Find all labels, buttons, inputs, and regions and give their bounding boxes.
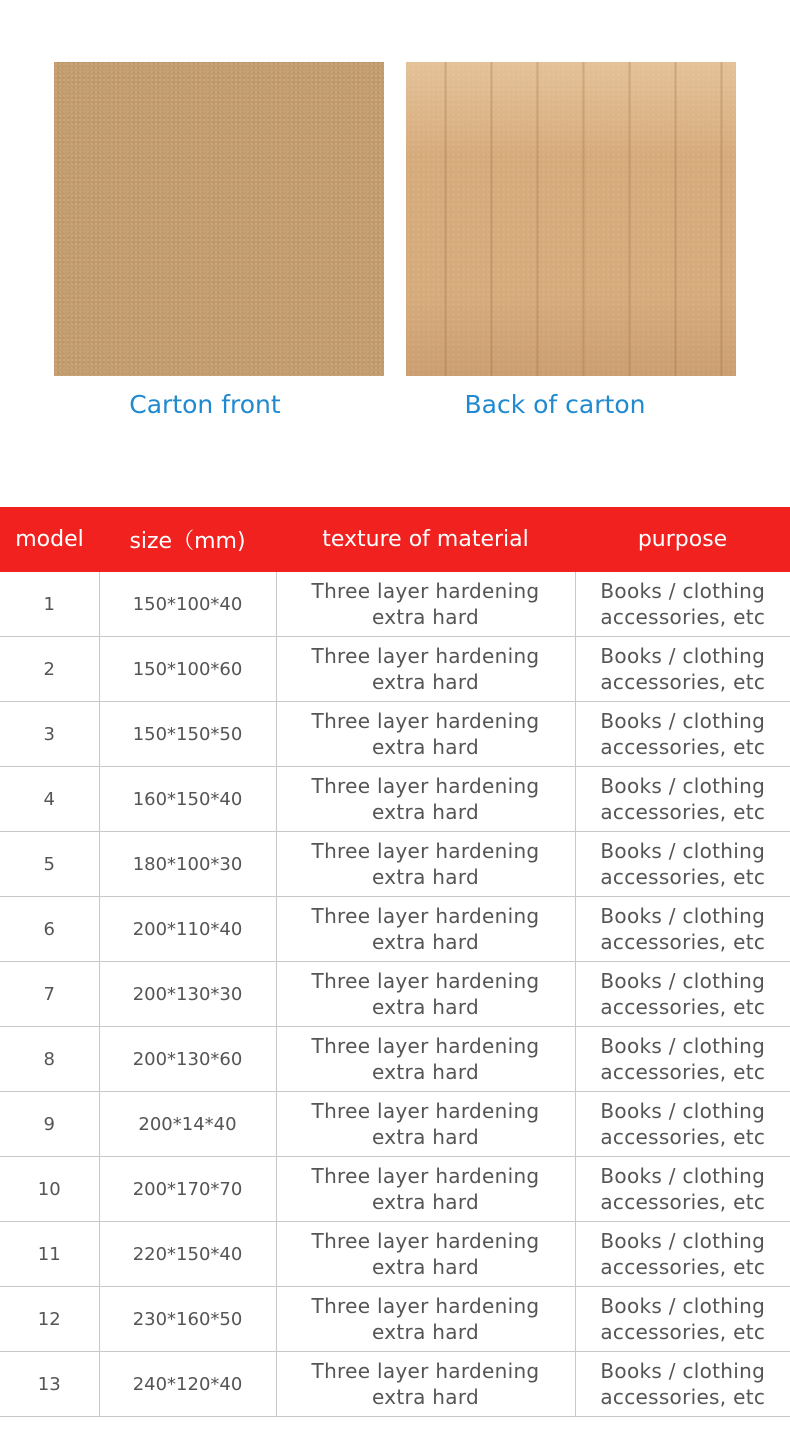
cell-model: 12 — [0, 1287, 99, 1352]
texture-line-1: Three layer hardening — [311, 1229, 540, 1253]
table-row — [0, 637, 790, 702]
cell-size: 200*14*40 — [99, 1092, 276, 1157]
texture-line-1: Three layer hardening — [311, 969, 540, 993]
cell-purpose — [575, 637, 790, 702]
table-row — [0, 1092, 790, 1157]
texture-line-2: extra hard — [372, 605, 479, 629]
cell-size: 200*110*40 — [99, 897, 276, 962]
cell-model: 9 — [0, 1092, 99, 1157]
cell-texture — [276, 962, 575, 1027]
cell-model: 11 — [0, 1222, 99, 1287]
cell-size: 180*100*30 — [99, 832, 276, 897]
cell-model: 1 — [0, 572, 99, 637]
table-row — [0, 1027, 790, 1092]
table-row — [0, 962, 790, 1027]
table-row — [0, 767, 790, 832]
cell-model: 6 — [0, 897, 99, 962]
texture-line-2: extra hard — [372, 930, 479, 954]
cell-purpose — [575, 1222, 790, 1287]
purpose-line-1: Books / clothing — [600, 1034, 766, 1058]
cell-size: 200*130*30 — [99, 962, 276, 1027]
texture-line-1: Three layer hardening — [311, 644, 540, 668]
texture-line-2: extra hard — [372, 800, 479, 824]
cell-size: 220*150*40 — [99, 1222, 276, 1287]
purpose-line-2: accessories, etc — [600, 930, 766, 954]
cell-model: 10 — [0, 1157, 99, 1222]
cell-purpose — [575, 1092, 790, 1157]
table-row — [0, 702, 790, 767]
texture-line-2: extra hard — [372, 670, 479, 694]
texture-line-1: Three layer hardening — [311, 1099, 540, 1123]
texture-line-1: Three layer hardening — [311, 839, 540, 863]
carton-front-caption: Carton front — [129, 390, 281, 419]
cell-texture — [276, 1352, 575, 1417]
table-header-row — [0, 507, 790, 572]
purpose-line-1: Books / clothing — [600, 839, 766, 863]
texture-line-2: extra hard — [372, 1255, 479, 1279]
cell-purpose — [575, 832, 790, 897]
cell-purpose — [575, 962, 790, 1027]
header-size: size（mm) — [99, 507, 276, 572]
table-row — [0, 1352, 790, 1417]
texture-line-1: Three layer hardening — [311, 1034, 540, 1058]
texture-line-1: Three layer hardening — [311, 774, 540, 798]
table-row — [0, 832, 790, 897]
cell-texture — [276, 637, 575, 702]
purpose-line-2: accessories, etc — [600, 605, 766, 629]
cell-purpose — [575, 767, 790, 832]
purpose-line-1: Books / clothing — [600, 774, 766, 798]
texture-line-2: extra hard — [372, 735, 479, 759]
carton-back-image — [406, 62, 736, 376]
purpose-line-2: accessories, etc — [600, 1320, 766, 1344]
purpose-line-1: Books / clothing — [600, 579, 766, 603]
cell-model: 2 — [0, 637, 99, 702]
texture-line-1: Three layer hardening — [311, 1164, 540, 1188]
cell-purpose — [575, 572, 790, 637]
cell-texture — [276, 1027, 575, 1092]
cell-size: 150*100*60 — [99, 637, 276, 702]
cell-purpose — [575, 897, 790, 962]
cell-model: 8 — [0, 1027, 99, 1092]
cell-size: 160*150*40 — [99, 767, 276, 832]
table-row — [0, 1157, 790, 1222]
cell-size: 150*150*50 — [99, 702, 276, 767]
purpose-line-1: Books / clothing — [600, 644, 766, 668]
cell-purpose — [575, 702, 790, 767]
cell-texture — [276, 1092, 575, 1157]
texture-line-2: extra hard — [372, 1190, 479, 1214]
cell-texture — [276, 702, 575, 767]
purpose-line-2: accessories, etc — [600, 670, 766, 694]
purpose-line-1: Books / clothing — [600, 1294, 766, 1318]
cell-size: 200*170*70 — [99, 1157, 276, 1222]
table-row — [0, 572, 790, 637]
header-texture: texture of material — [276, 507, 575, 572]
purpose-line-2: accessories, etc — [600, 1190, 766, 1214]
cell-size: 230*160*50 — [99, 1287, 276, 1352]
texture-line-2: extra hard — [372, 1125, 479, 1149]
purpose-line-2: accessories, etc — [600, 865, 766, 889]
texture-line-1: Three layer hardening — [311, 904, 540, 928]
purpose-line-1: Books / clothing — [600, 904, 766, 928]
purpose-line-2: accessories, etc — [600, 800, 766, 824]
cell-purpose — [575, 1157, 790, 1222]
cell-texture — [276, 1287, 575, 1352]
table-row — [0, 1222, 790, 1287]
purpose-line-2: accessories, etc — [600, 1385, 766, 1409]
cell-texture — [276, 767, 575, 832]
purpose-line-1: Books / clothing — [600, 1099, 766, 1123]
cell-texture — [276, 1157, 575, 1222]
cell-model: 13 — [0, 1352, 99, 1417]
purpose-line-1: Books / clothing — [600, 1229, 766, 1253]
header-purpose: purpose — [575, 507, 790, 572]
purpose-line-2: accessories, etc — [600, 1255, 766, 1279]
cell-texture — [276, 897, 575, 962]
cell-model: 5 — [0, 832, 99, 897]
texture-line-2: extra hard — [372, 865, 479, 889]
purpose-line-1: Books / clothing — [600, 709, 766, 733]
cell-size: 150*100*40 — [99, 572, 276, 637]
texture-line-1: Three layer hardening — [311, 579, 540, 603]
cell-model: 7 — [0, 962, 99, 1027]
purpose-line-2: accessories, etc — [600, 995, 766, 1019]
table-row — [0, 1287, 790, 1352]
texture-line-1: Three layer hardening — [311, 1294, 540, 1318]
texture-line-1: Three layer hardening — [311, 1359, 540, 1383]
header-model: model — [0, 507, 99, 572]
purpose-line-1: Books / clothing — [600, 1359, 766, 1383]
texture-line-1: Three layer hardening — [311, 709, 540, 733]
purpose-line-2: accessories, etc — [600, 735, 766, 759]
cell-size: 200*130*60 — [99, 1027, 276, 1092]
cell-texture — [276, 572, 575, 637]
texture-line-2: extra hard — [372, 1320, 479, 1344]
carton-front-image — [54, 62, 384, 376]
cell-model: 3 — [0, 702, 99, 767]
cell-purpose — [575, 1352, 790, 1417]
cell-texture — [276, 1222, 575, 1287]
cell-texture — [276, 832, 575, 897]
table-row — [0, 897, 790, 962]
carton-spec-table — [0, 507, 790, 1417]
purpose-line-1: Books / clothing — [600, 1164, 766, 1188]
texture-line-2: extra hard — [372, 995, 479, 1019]
cell-model: 4 — [0, 767, 99, 832]
cell-purpose — [575, 1027, 790, 1092]
purpose-line-2: accessories, etc — [600, 1125, 766, 1149]
texture-line-2: extra hard — [372, 1060, 479, 1084]
purpose-line-2: accessories, etc — [600, 1060, 766, 1084]
cell-size: 240*120*40 — [99, 1352, 276, 1417]
texture-line-2: extra hard — [372, 1385, 479, 1409]
cell-purpose — [575, 1287, 790, 1352]
purpose-line-1: Books / clothing — [600, 969, 766, 993]
carton-back-caption: Back of carton — [464, 390, 646, 419]
